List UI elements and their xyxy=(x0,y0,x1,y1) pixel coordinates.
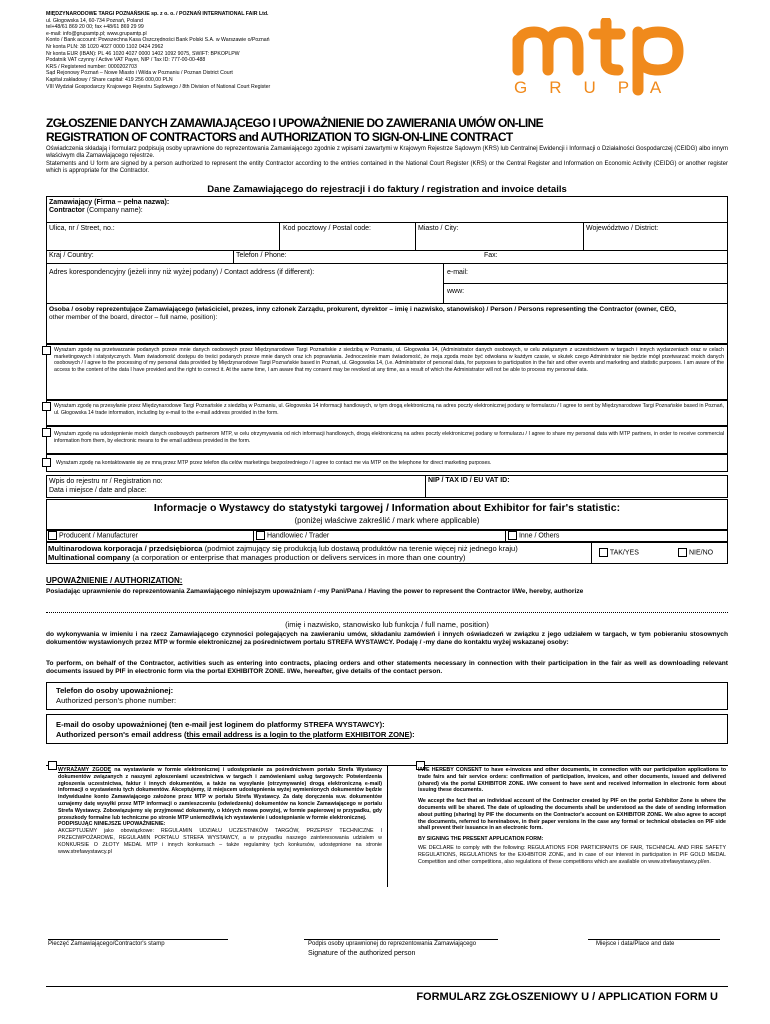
postal-label[interactable]: Kod pocztowy / Postal code: xyxy=(283,225,371,232)
place-date-label[interactable]: Data i miejsce / date and place: xyxy=(49,487,147,494)
company-line: e-mail: info@grupamtp.pl; www.grupamtp.pl xyxy=(46,30,147,37)
divider xyxy=(279,222,280,250)
consent-3-text: Wyrażam zgodę na udostępnienie moich danych osobowych partnerom MTP, w celu otrzymywania od nich informacji handlowych, drogą elektroniczną na adres poczty elektronicznej podany w formularzu / I agree to share my personal data with MTP partners, in order to receive commercial information from them, by electronic means to the email address provided in the form. xyxy=(54,431,724,444)
multi-yes-option[interactable] xyxy=(599,548,639,557)
divider xyxy=(387,765,388,887)
multi-pl-bold: Multinarodowa korporacja / przedsiębiorca xyxy=(48,544,203,553)
multi-pl: (podmiot zajmujący się produkcją lub dostawą produktów na terenie więcej niż jednego kraju) xyxy=(202,544,518,553)
trader-option[interactable] xyxy=(256,531,329,540)
auth-email-en-u: this email address is a login to the platform EXHIBITOR ZONE xyxy=(186,730,410,739)
divider xyxy=(46,263,728,264)
city-label[interactable]: Miasto / City: xyxy=(418,225,459,232)
yes-checkbox[interactable] xyxy=(599,548,608,557)
company-name: MIĘDZYNARODOWE TARGI POZNAŃSKIE sp. z o. o. / POZNAŃ INTERNATIONAL FAIR Ltd. xyxy=(46,11,269,17)
producer-checkbox[interactable] xyxy=(48,531,57,540)
phone-label[interactable]: Telefon / Phone: xyxy=(236,252,287,259)
signature-label-pl: Podpis osoby uprawnionej do reprezentowania Zamawiającego xyxy=(308,941,477,947)
stamp-label: Pieczęć Zamawiającego/Contractor's stamp xyxy=(48,941,165,947)
company-line: tel+48/61 869 20 00; fax +48/61 869 29 99 xyxy=(46,24,144,31)
consent-3-checkbox[interactable] xyxy=(42,428,51,437)
intro-pl: Oświadczenia składają i formularz podpisują osoby uprawnione do reprezentowania Zamawiającego zgodnie z wpisami zawartymi w Krajowym Rejestrze Sądowym (KRS) lub Centralnej Ewidencji i Informacji o Działalności Gospodarczej (CEIDG) albo innym właściwym dla Zamawiającego rejestrze. xyxy=(46,146,728,160)
signature-line[interactable] xyxy=(304,939,498,940)
company-info xyxy=(46,11,406,90)
consent-2-text: Wyrażam zgodę na przesyłanie przez Międzynarodowe Targi Poznańskie z siedzibą w Poznaniu, ul. Głogowska 14 informacji handlowych, w tym drogą elektroniczną na adres poczty elektronicznej podany w formularzu / I agree to sent by Międzynarodowe Targi Poznańskie based in Poznań, ul. Głogowska 14 trade information, including by e-mail to the e-mail address provided in the form. xyxy=(54,403,724,416)
auth-phone-en: Authorized person's phone number: xyxy=(56,696,177,705)
divider xyxy=(46,222,728,223)
persons-pl: Osoba / osoby reprezentujące Zamawiającego (właściciel, prezes, inny członek Zarządu, prokurent, dyrektor – imię i nazwisko, stanowisko) / Person / Persons representing the Contractor (owner, CEO, xyxy=(49,306,676,313)
company-line: Kapitał zakładowy / Share capital: 419 256 000,00 PLN xyxy=(46,76,173,83)
multi-no-option[interactable] xyxy=(678,548,713,557)
einvoice-en-text2: We accept the fact that an individual account of the Contractor created by PIF on the portal Exhibitor Zone is where the documents will be shared. The date of uploading the documents shall be understood as the date of sending information about putting (sharing) by PIF the documents on the Contractor's account on EXHIBITOR ZONE. We also agree to accept the documents, referred to hereinabove, in their paper versions in the case any formal or technical obstacles on PIF side shall prevent their issuance in an electronic form. xyxy=(418,798,726,832)
auth-email-en-a: Authorized person's email address ( xyxy=(56,730,187,739)
einvoice-pl-text: na wystawianie w formie elektronicznej i udostępnianie za pośrednictwem portalu Strefa Wystawcy dokumentów związanych z naszymi zgłoszeniami uczestnictwa w targach i zamówieniami usług targowych: Potwierdzenia zgłoszenia uczestnictwa, faktur i innych dokumentów, a także na wysyłanie (otrzymywanie) drogą elektroniczną e-mail) informacji o wystawieniu tych dokumentów. Akceptujemy, iż miejscem udostępnienia wyżej wymienionych dokumentów będzie indywidualne konto Zamawiającego założone przez MTP w portalu Strefa Wystawcy. Za datę doręczenia w.w. dokumentów uznajemy datę wysyłki przez MTP informacji o zamieszczeniu (odwiedzeniu) dokumentów na koncie Zamawiającego w portalu Strefa Wystawcy. Zobowiązujemy się przyjmować dokumenty, o których mowa powyżej, w formie papierowej w przypadku, gdy przeszkody formalne lub techniczne po stronie MTP uniemożliwią ich wystawienie i udostępnianie w formie elektronicznej. xyxy=(58,767,382,821)
title-en: REGISTRATION OF CONTRACTORS and AUTHORIZATION TO SIGN-ON-LINE CONTRACT xyxy=(46,130,513,144)
auth-email-field[interactable] xyxy=(56,720,415,740)
producer-label: Producent / Manufacturer xyxy=(58,532,138,540)
logo-subtext: GRUPA xyxy=(514,78,684,97)
einvoice-pl-accept: AKCEPTUJEMY jako obowiązkowe: REGULAMIN UDZIAŁU UCZESTNIKÓW TARGÓW, PRZEPISY TECHNICZNE I PRZECIWPOŻAROWE, REGULAMIN PORTALU STREFA WYSTAWCY, a w przypadku naszego zainteresowania udziałem w KONKURSIE O ZŁOTY MEDAL MTP i innych konkursach – także regulaminy tych konkursów, udostępnione na stronie www.strefawystawcy.pl xyxy=(58,828,382,855)
date-label: Miejsce i data/Place and date xyxy=(596,941,675,947)
company-line: Nr konta PLN: 38 1020 4027 0000 1102 0424 2962 xyxy=(46,43,164,50)
country-label[interactable]: Kraj / Country: xyxy=(49,252,94,259)
signature-label-en: Signature of the authorized person xyxy=(308,950,416,957)
trader-checkbox[interactable] xyxy=(256,531,265,540)
authorized-name-dots[interactable] xyxy=(46,604,728,613)
company-line: VIII Wydział Gospodarczy Krajowego Rejestru Sądowego / 8th Division of National Court Register xyxy=(46,83,271,90)
stats-row-box xyxy=(46,530,728,542)
email-label[interactable]: e-mail: xyxy=(447,269,469,276)
auth-email-en-b: ): xyxy=(409,730,415,739)
company-line: ul. Głogowska 14, 60-734 Poznań, Poland xyxy=(46,17,143,24)
divider xyxy=(425,475,426,498)
einvoice-pl xyxy=(58,767,382,855)
einvoice-en-text: to have e-invoices and other documents, in connection with our participation applications to trade fairs and fair service orders: confirmation of participation, invoices, and other documents, issued and delivered (shared) via the portal EXHIBITOR ZONE. I/We consent to have sent and received information in electronic form about issuing these documents. xyxy=(418,767,726,794)
consent-1-checkbox[interactable] xyxy=(42,346,51,355)
intro-en: Statements and U form are signed by a person authorized to represent the entity Contractor according to the entries contained in the National Court Register (KRS) or the Central Register and Information on Economic Activity (CEIDG) or another register which is appropriate for the Contractor. xyxy=(46,160,728,175)
mtp-logo xyxy=(508,18,728,98)
company-line: Sąd Rejonowy Poznań – Nowe Miasto i Wilda w Poznaniu / Poznan District Court xyxy=(46,70,233,77)
divider xyxy=(443,283,728,284)
www-label[interactable]: www: xyxy=(447,288,465,295)
date-line[interactable] xyxy=(588,939,720,940)
authorization-pl: do wykonywania w imieniu i na rzecz Zamawiającego czynności polegających na zawieraniu umów, składaniu zamówień i innych oświadczeń w związku z jego udziałem w targach, w tym pobieraniu stosownych dokumentów wystawionych przez MTP w formie elektronicznej za pośrednictwem portalu STREFA WYSTAWCY. Podaję / -my dane do kontaktu wyżej wskazanej osoby: xyxy=(46,631,728,647)
divider xyxy=(233,250,234,263)
yes-label: TAK/YES xyxy=(609,549,639,557)
consent-1-text: Wyrażam zgodę na przetwarzanie podanych przeze mnie danych osobowych przez Międzynarodowe Targi Poznańskie z siedzibą w Poznaniu, ul. Głogowska 14, (Administrator danych osobowych, w celu związanym z uczestnictwem w targach i innych wydarzeniach oraz w celach marketingowych i statystycznych. Mam świadomość dostępu do treści podanych przeze mnie danych oraz ich poprawiania. Jednocześnie mam świadomość, że moja zgoda może być odwołana w każdym czasie, w skutek czego Administrator nie będzie mógł przetwarzać moich danych osobowych / I agree to the processing of my personal data provided by Międzynarodowe Targi Poznańskie based in Poznań, ul. Głogowska 14, (i.e. Administrator of personal data, for purposes to participation in the fair and other events and marketing and statistic purposes. I am aware of the access to the content of the data I have provided and the right to correct it. At the same time, I am aware that my consent may be revoked at any time, as a result of which the Administrator will not be able to process my personal data. xyxy=(54,347,724,373)
divider xyxy=(46,250,728,251)
auth-email-pl: E-mail do osoby upoważnionej (ten e-mail jest loginem do platformy STREFA WYSTAWCY): xyxy=(56,720,385,729)
company-line: KRS / Registered number: 0000202703 xyxy=(46,63,137,70)
stamp-line[interactable] xyxy=(48,939,228,940)
other-checkbox[interactable] xyxy=(508,531,517,540)
einvoice-pl-checkbox[interactable] xyxy=(48,761,57,770)
einvoice-pl-sign: PODPISUJĄC NINIEJSZE UPOWAŻNIENIE: xyxy=(58,821,166,828)
persons-label[interactable] xyxy=(49,306,725,322)
stats-sub: (poniżej właściwe zakreślić / mark where applicable) xyxy=(294,516,480,525)
multinational-text xyxy=(48,544,590,562)
divider xyxy=(583,222,584,250)
address-label[interactable]: Adres korespondencyjny (jeżeli inny niż wyżej podany) / Contact address (if different): xyxy=(49,269,315,276)
divider xyxy=(46,303,728,304)
trader-label: Handlowiec / Trader xyxy=(266,532,330,540)
registration-no-label[interactable]: Wpis do rejestru nr / Registration no: xyxy=(49,478,163,485)
authorization-en: To perform, on behalf of the Contractor, activities such as entering into contracts, placing orders and other statements necessary in connection with their participation in the fair as well as downloading relevant documents issued by PIF in electronic form via the portal EXHIBITOR ZONE. I/We, hereafter, give details of the contact person. xyxy=(46,660,728,676)
multi-en-bold: Multinational company xyxy=(48,553,131,562)
province-label[interactable]: Województwo / District: xyxy=(586,225,659,232)
street-label[interactable]: Ulica, nr / Street, no.: xyxy=(49,225,115,232)
einvoice-pl-lead: WYRAŻAMY ZGODĘ xyxy=(58,767,112,773)
title-pl: ZGŁOSZENIE DANYCH ZAMAWIAJĄCEGO I UPOWAŻNIENIE DO ZAWIERANIA UMÓW ON-LINE xyxy=(46,116,544,130)
footer-form-name: FORMULARZ ZGŁOSZENIOWY U / APPLICATION FORM U xyxy=(416,991,718,1003)
divider xyxy=(46,986,728,987)
divider xyxy=(415,222,416,250)
consent-4-checkbox[interactable] xyxy=(42,458,51,467)
consent-4-text: Wyrażam zgodę na kontaktowanie się ze mną przez MTP przez telefon dla celów marketingu bezpośredniego / I agree to contact me via MTP on the telephone for direct marketing purposes. xyxy=(56,460,492,466)
no-checkbox[interactable] xyxy=(678,548,687,557)
company-line: Nr konta EUR (IBAN): PL 46 1020 4027 0000 1402 1092 9075, SWIFT: BPKOPLPW xyxy=(46,50,240,57)
no-label: NIE/NO xyxy=(688,549,714,557)
einvoice-en xyxy=(418,767,726,865)
company-line: Podatnik VAT czynny / Active VAT Payer, NIP / Tax ID: 777-00-00-488 xyxy=(46,57,206,64)
authorization-caption: (imię i nazwisko, stanowisko lub funkcja / full name, position) xyxy=(285,620,489,629)
divider xyxy=(505,530,506,542)
authorization-intro: Posiadając uprawnienie do reprezentowania Zamawiającego niniejszym upoważniam / -my Pani/Pana / Having the power to represent the Contractor I/We, hereby, authorize xyxy=(46,588,584,595)
divider xyxy=(591,542,592,564)
other-label: Inne / Others xyxy=(518,532,560,540)
auth-phone-pl: Telefon do osoby upoważnionej: xyxy=(56,686,174,695)
fax-label[interactable]: Fax: xyxy=(484,252,498,259)
intro-text xyxy=(46,146,728,176)
stats-header: Informacje o Wystawcy do statystyki targowej / Information about Exhibitor for fair's statistic: xyxy=(153,502,621,514)
nip-label[interactable]: NIP / TAX ID / EU VAT ID: xyxy=(428,477,510,484)
auth-phone-field[interactable] xyxy=(56,686,176,706)
persons-en: other member of the board, director – full name, position): xyxy=(49,314,218,321)
divider xyxy=(253,530,254,542)
einvoice-en-lead: I/WE HEREBY CONSENT xyxy=(418,767,482,773)
einvoice-en-sign: BY SIGNING THE PRESENT APPLICATION FORM: xyxy=(418,836,544,843)
contractor-label-en: Contractor (Company name): xyxy=(49,207,143,214)
consent-2-checkbox[interactable] xyxy=(42,402,51,411)
multi-en: (a corporation or enterprise that manages production or delivers services in more than one country) xyxy=(130,553,466,562)
contractor-label-pl: Zamawiający (Firma – pełna nazwa): xyxy=(49,199,170,206)
billing-header: Dane Zamawiającego do rejestracji i do faktury / registration and invoice details xyxy=(207,184,567,195)
producer-option[interactable] xyxy=(48,531,138,540)
authorization-header: UPOWAŻNIENIE / AUTHORIZATION: xyxy=(46,576,183,585)
other-option[interactable] xyxy=(508,531,559,540)
einvoice-en-accept: WE DECLARE to comply with the following: REGULATIONS FOR PARTICIPANTS OF FAIR, TECHNICAL AND FIRE SAFETY REGULATIONS, REGULATIONS for the EXHIBITOR ZONE, and in case of our interest in participation in PIF GOLD MEDAL Competition and other competitions, also regulations of these competitions which are available on www.strefawystawcy.pl/en. xyxy=(418,844,726,865)
company-line: Konto / Bank account: Powszechna Kasa Oszczędności Bank Polski S.A. w Warszawie o/Poznań xyxy=(46,37,270,44)
page-title xyxy=(46,116,736,144)
